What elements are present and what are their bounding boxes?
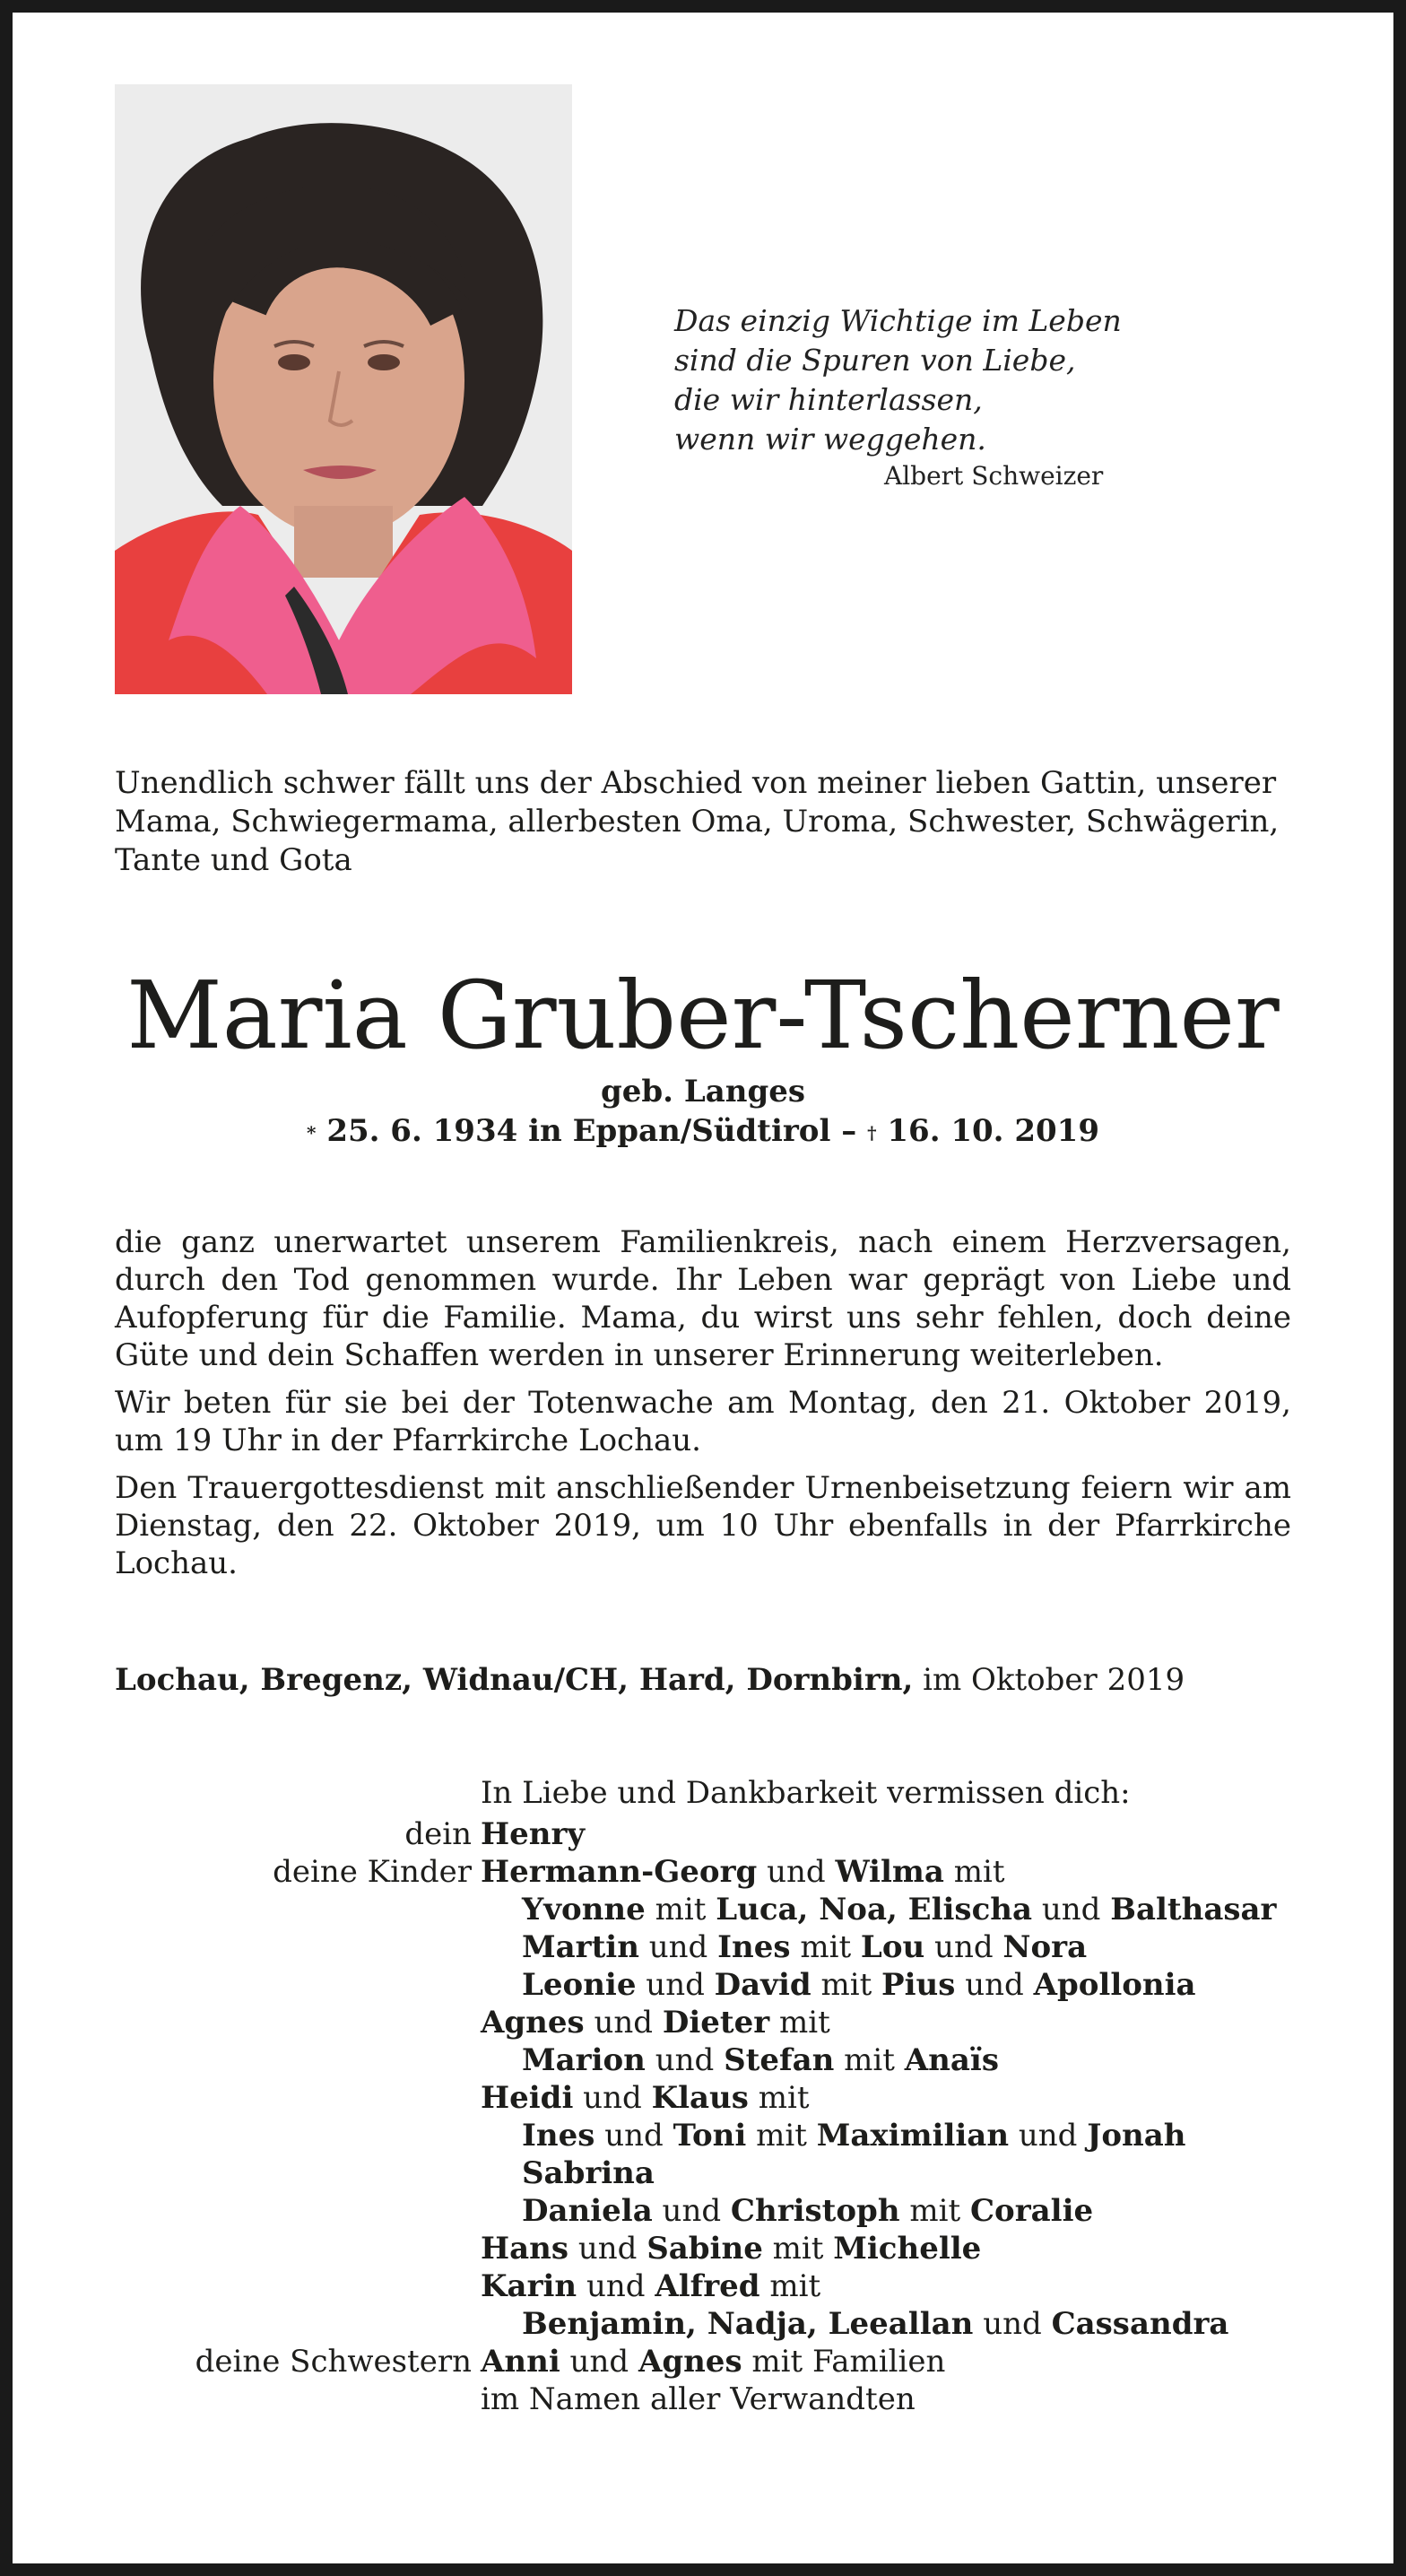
- mourner-names: [481, 2267, 820, 2305]
- mourner-name: Maximilian: [816, 2118, 1010, 2154]
- mourner-names: [522, 2305, 1228, 2343]
- mourner-name: Cassandra: [1051, 2306, 1229, 2342]
- mourner-row: [0, 1891, 1406, 1928]
- connector-text: und: [584, 2005, 663, 2041]
- death-symbol: †: [867, 1122, 877, 1144]
- mourner-name: Stefan: [724, 2042, 835, 2078]
- connector-text: mit: [899, 2193, 970, 2229]
- mourner-name: Sabine: [647, 2231, 763, 2267]
- date-line: im Oktober 2019: [913, 1662, 1185, 1698]
- mourner-name: Luca, Noa, Elischa: [716, 1892, 1033, 1928]
- connector-text: und: [1032, 1892, 1111, 1928]
- connector-text: und: [636, 1967, 715, 2003]
- connector-text: und: [973, 2306, 1052, 2342]
- mourner-name: Apollonia: [1033, 1967, 1196, 2003]
- connector-text: und: [645, 2042, 725, 2078]
- mourner-names: [522, 2041, 999, 2079]
- mourner-name: Hans: [481, 2231, 569, 2267]
- mourner-name: Toni: [673, 2118, 747, 2154]
- mourner-names: [481, 2380, 916, 2418]
- mourner-row: [0, 2267, 1406, 2305]
- obituary-body: [115, 1223, 1291, 1592]
- connector-text: mit: [645, 1892, 716, 1928]
- relation-label: deine Schwestern: [195, 2344, 472, 2380]
- places-and-date: [115, 1661, 1291, 1699]
- mourner-names: [481, 2343, 945, 2380]
- mourner-name: Marion: [522, 2042, 646, 2078]
- quote-author: Albert Schweizer: [884, 461, 1104, 491]
- quote-line: sind die Spuren von Liebe,: [674, 343, 1076, 378]
- mourner-name: Dieter: [662, 2005, 770, 2041]
- intro-text: Unendlich schwer fällt uns der Abschied von meiner lieben Gattin, unserer Mama, Schwiegermama, allerbesten Oma, Uroma, Schwester, Schwägerin, Tante und Gota: [115, 765, 1280, 878]
- mourner-name: Martin: [522, 1929, 639, 1965]
- connector-text: und: [757, 1854, 836, 1890]
- mourner-row: [0, 2041, 1406, 2079]
- mourner-name: Agnes: [638, 2344, 742, 2380]
- connector-text: und: [595, 2118, 673, 2154]
- birth-symbol: *: [307, 1122, 317, 1144]
- mourner-name: Christoph: [730, 2193, 900, 2229]
- mourner-names: [481, 2079, 810, 2117]
- mourner-name: Ines: [522, 2118, 595, 2154]
- mourner-row: [0, 2380, 1406, 2418]
- mourner-row: [0, 2079, 1406, 2117]
- connector-text: und: [573, 2080, 652, 2116]
- mourners-list: [0, 1815, 1406, 2418]
- relation-label: dein: [404, 1816, 472, 1852]
- quote: [674, 301, 1141, 459]
- mourner-names: [481, 2004, 830, 2041]
- mourner-name: Pius: [881, 1967, 956, 2003]
- portrait-photo: [115, 84, 572, 694]
- mourner-name: Nora: [1002, 1929, 1088, 1965]
- mourner-names: [522, 2192, 1093, 2230]
- connector-text: mit: [762, 2231, 834, 2267]
- mourner-row: [0, 1853, 1406, 1891]
- mourner-name: Klaus: [651, 2080, 749, 2116]
- mourner-name: Sabrina: [522, 2155, 655, 2191]
- body-paragraph: Den Trauergottesdienst mit anschließender Urnenbeisetzung feiern wir am Dienstag, den 22. Oktober 2019, um 10 Uhr ebenfalls in der Pfarrkirche Lochau.: [115, 1470, 1291, 1581]
- connector-text: und: [560, 2344, 638, 2380]
- mourner-names: [522, 2154, 655, 2192]
- mourner-name: Wilma: [835, 1854, 944, 1890]
- places: Lochau, Bregenz, Widnau/CH, Hard, Dornbirn,: [115, 1662, 914, 1698]
- mourner-name: David: [714, 1967, 811, 2003]
- death-date: 16. 10. 2019: [887, 1113, 1099, 1149]
- mourner-name: Michelle: [833, 2231, 982, 2267]
- connector-text: und: [568, 2231, 647, 2267]
- mourner-names: [481, 2230, 981, 2267]
- body-paragraph: Wir beten für sie bei der Totenwache am Montag, den 21. Oktober 2019, um 19 Uhr in der Pfarrkirche Lochau.: [115, 1385, 1291, 1458]
- mourner-name: Lou: [860, 1929, 925, 1965]
- mourner-name: Karin: [481, 2268, 577, 2304]
- connector-text: und: [924, 1929, 1003, 1965]
- mourner-name: Balthasar: [1110, 1892, 1277, 1928]
- connector-text: mit: [746, 2118, 817, 2154]
- mourner-name: Heidi: [481, 2080, 574, 2116]
- connector-text: mit: [811, 1967, 882, 2003]
- mourner-row: [0, 2004, 1406, 2041]
- mourner-name: Alfred: [655, 2268, 760, 2304]
- connector-text: mit: [759, 2268, 821, 2304]
- mourner-row: [0, 1966, 1406, 2004]
- mourner-name: Benjamin, Nadja, Leeallan: [522, 2306, 974, 2342]
- mourner-row: [0, 2117, 1406, 2154]
- mourner-name: Anaïs: [904, 2042, 999, 2078]
- mourner-names: [522, 1966, 1196, 2004]
- mourner-name: Yvonne: [522, 1892, 646, 1928]
- mourner-names: [522, 2117, 1185, 2154]
- quote-line: wenn wir weggehen.: [674, 422, 986, 457]
- body-paragraph: die ganz unerwartet unserem Familienkreis, nach einem Herzversagen, durch den Tod genommen wurde. Ihr Leben war geprägt von Liebe und Aufopferung für die Familie. Mama, du wirst uns sehr fehlen, doch deine Güte und dein Schaffen werden in unserer Erinnerung weiterleben.: [115, 1224, 1291, 1373]
- mourner-name: Leonie: [522, 1967, 637, 2003]
- connector-text: mit: [790, 1929, 861, 1965]
- mourner-row: [0, 2154, 1406, 2192]
- connector-text: mit: [834, 2042, 905, 2078]
- mourner-row: [0, 1815, 1406, 1853]
- connector-text: mit: [748, 2080, 810, 2116]
- maiden-name: geb. Langes: [600, 1074, 806, 1110]
- mourner-name: Henry: [481, 1816, 586, 1852]
- connector-text: im Namen aller Verwandten: [481, 2381, 916, 2417]
- mourner-names: [481, 1815, 585, 1853]
- mourner-name: Ines: [717, 1929, 791, 1965]
- mourner-row: [0, 2305, 1406, 2343]
- birth-date: 25. 6. 1934 in Eppan/Südtirol –: [326, 1113, 857, 1149]
- mourner-name: Hermann-Georg: [481, 1854, 758, 1890]
- connector-text: mit: [943, 1854, 1005, 1890]
- connector-text: und: [1009, 2118, 1088, 2154]
- quote-line: die wir hinterlassen,: [674, 382, 983, 417]
- mourner-name: Coralie: [969, 2193, 1094, 2229]
- connector-text: und: [652, 2193, 731, 2229]
- connector-text: und: [638, 1929, 718, 1965]
- mourner-names: [522, 1928, 1087, 1966]
- quote-line: Das einzig Wichtige im Leben: [674, 303, 1122, 338]
- deceased-name: Maria Gruber-Tscherner: [126, 961, 1280, 1070]
- mourner-name: Anni: [481, 2344, 560, 2380]
- mourner-row: [0, 2343, 1406, 2380]
- relation-label: deine Kinder: [273, 1854, 472, 1890]
- mourner-name: Daniela: [522, 2193, 653, 2229]
- connector-text: mit Familien: [742, 2344, 946, 2380]
- connector-text: und: [577, 2268, 655, 2304]
- mourner-row: [0, 2192, 1406, 2230]
- mourner-row: [0, 2230, 1406, 2267]
- life-dates: [0, 1112, 1406, 1150]
- connector-text: und: [955, 1967, 1034, 2003]
- mourner-names: [481, 1853, 1004, 1891]
- mourner-names: [522, 1891, 1276, 1928]
- mourner-name: Agnes: [481, 2005, 585, 2041]
- mourner-name: Jonah: [1087, 2118, 1186, 2154]
- connector-text: mit: [769, 2005, 830, 2041]
- mourner-row: [0, 1928, 1406, 1966]
- closing-line: In Liebe und Dankbarkeit vermissen dich:: [481, 1775, 1131, 1811]
